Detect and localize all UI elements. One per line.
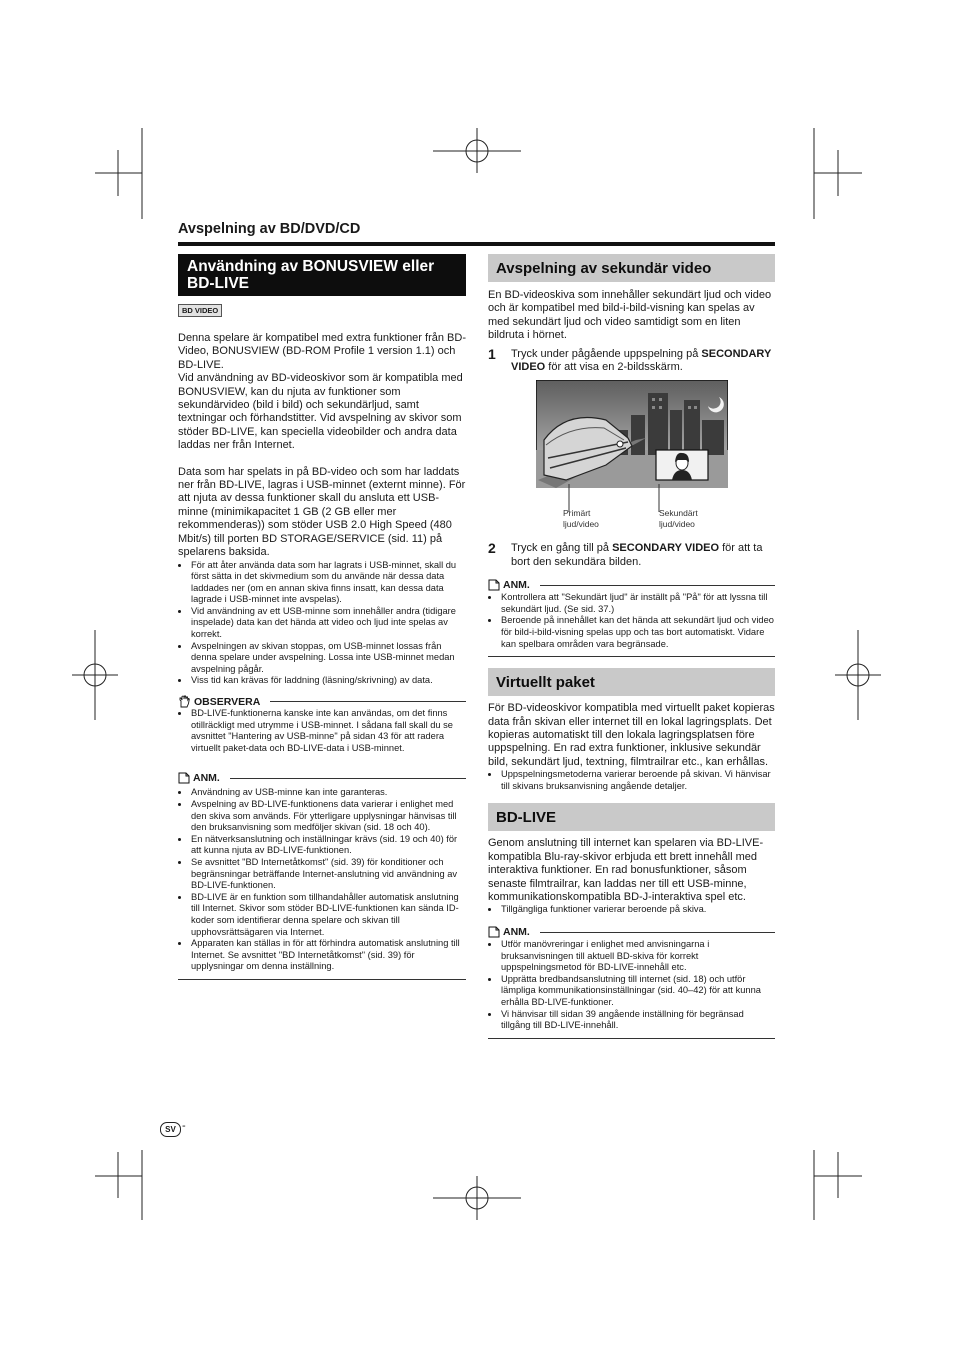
bonusview-para1: Denna spelare är kompatibel med extra funktioner från BD-Video, BONUSVIEW (BD-ROM Profile 1 version 1.1) och BD-LIVE.	[178, 332, 466, 371]
anm-list	[488, 592, 775, 650]
list-item: • Apparaten kan ställas in för att förhindra automatisk anslutning till Internet. Se avsnittet "BD Internetåtkomst" (sid. 39) för upplysningar om denna inställning.	[190, 938, 466, 973]
step-text: Tryck en gång till på SECONDARY VIDEO för att ta bort den sekundära bilden.	[511, 542, 763, 568]
anm-list	[178, 787, 466, 973]
anm-heading-row	[178, 772, 466, 784]
note-icon	[488, 926, 500, 938]
list-item: • BD-LIVE är en funktion som tillhandahåller automatisk anslutning till Internet. Skivor som stöder BD-LIVE-funktionen kan sända ID-koder som identifierar denna spelare och skivan till upphovsrättsägaren via Internet.	[190, 892, 466, 938]
observera-list	[178, 708, 466, 754]
virtual-body: För BD-videoskivor kompatibla med virtuellt paket kopieras data från skivan eller internet till en lokal lagringsplats. Det kopieras automatiskt till den lokala lagringsplatsen före uppspelning. En rad extra funktioner, inklusive sekundär bild, sekundärt ljud, textning, filmtrailrar etc., kan erhållas.	[488, 702, 775, 768]
anm-heading: ANM.	[503, 926, 530, 939]
list-item: • En nätverksanslutning och inställningar krävs (sid. 19 och 40) för att kunna njuta av BD-LIVE-funktionen.	[190, 834, 466, 857]
secondary-video-key: SECONDARY VIDEO	[612, 542, 720, 555]
bdlive-body: Genom anslutning till internet kan spelaren via BD-LIVE-kompatibla Blu-ray-skivor erbjuda ett brett innehåll med interaktiva funktioner. En rad bonusfunktioner, såsom senaste filmtrailrar, kan laddas ner till ett USB-minne, kommunikationskompatibla BD-J-interaktiva spel etc.	[488, 837, 764, 904]
list-item: • Se avsnittet "BD Internetåtkomst" (sid. 39) för konditioner och begränsningar beträffande Internet-anslutning vid användning av BD-LIVE-funktionen.	[190, 857, 466, 892]
bonusview-para3: Data som har spelats in på BD-video och som har laddats ner från BD-LIVE, lagras i USB-minnet (externt minne). För att njuta av dessa funktioner skall du ansluta ett USB-minne (minimikapacitet 1 GB (2 GB eller mer rekommenderas)) som stöder USB 2.0 High Speed (480 Mbit/s) till porten BD STORAGE/SERVICE (sid. 11) på spelarens baksida.	[178, 465, 466, 559]
bonusview-bullets	[178, 560, 466, 688]
step-2	[488, 542, 775, 569]
note-icon	[178, 772, 190, 784]
bonusview-column	[178, 254, 466, 980]
pip-illustration-block	[488, 380, 775, 538]
list-item: • Användning av USB-minne kan inte garanteras.	[190, 787, 466, 799]
observera-rule	[270, 701, 466, 702]
virtual-heading: Virtuellt paket	[488, 668, 775, 696]
anm-list	[488, 939, 775, 1032]
secondary-intro: En BD-videoskiva som innehåller sekundärt ljud och video och är kompatibel med bild-i-bild-visning kan spelas av med sekundärt ljud och video samtidigt som en liten bildruta i hörnet.	[488, 289, 772, 342]
secondary-column	[488, 254, 775, 1039]
note-icon	[488, 579, 500, 591]
step-number: 2	[488, 540, 496, 557]
section-end-rule	[178, 979, 466, 980]
step-number: 1	[488, 345, 496, 362]
section-label: Avspelning av BD/DVD/CD	[178, 221, 361, 237]
anm-heading-row	[488, 926, 775, 938]
list-item: • Kontrollera att "Sekundärt ljud" är inställt på "På" för att lyssna till sekundärt ljud. (Se sid. 37.)	[500, 592, 775, 615]
bdlive-bullets	[488, 904, 775, 916]
list-item: • Uppspelningsmetoderna varierar beroende på skivan. Vi hänvisar till skivans bruksanvisning angående detaljer.	[500, 769, 775, 792]
list-item: • Tillgängliga funktioner varierar beroende på skiva.	[500, 904, 775, 916]
list-item: • Upprätta bredbandsanslutning till internet (sid. 18) och utför lämpliga kommunikationsinställningar (sid. 40–42) för att kunna erhålla BD-LIVE-funktioner.	[500, 974, 775, 1009]
step-text: Tryck under pågående uppspelning på SECONDARY VIDEO för att visa en 2-bildsskärm.	[511, 347, 772, 374]
caption-primary: Primärt ljud/video	[563, 508, 599, 530]
list-item: • Viss tid kan krävas för laddning (läsning/skrivning) av data.	[190, 675, 466, 687]
secondary-heading: Avspelning av sekundär video	[488, 254, 775, 282]
observera-heading: OBSERVERA	[194, 695, 261, 708]
list-item: • Utför manövreringar i enlighet med anvisningarna i bruksanvisningen till aktuell BD-skiva för korrekt uppspelningsmetod för BD-LIVE-innehåll etc.	[500, 939, 775, 974]
section-end-rule	[488, 1038, 775, 1039]
secondary-video-key: SECONDARY VIDEO	[511, 347, 772, 374]
list-item: • För att åter använda data som har lagrats i USB-minnet, skall du först sätta in det skivmedium som du använde när dessa data laddades ner (om en annan skiva finns insatt, kan dessa data lagrade i USB-minnet inte avspelas).	[190, 560, 466, 606]
list-item: • Avspelning av BD-LIVE-funktionens data varierar i enlighet med den skiva som används. För ytterligare upplysningar hänvisas till den bruksanvisning som medföljer skivan (sid. 18 och 40).	[190, 799, 466, 834]
section-rule	[178, 242, 775, 246]
anm-heading: ANM.	[503, 579, 530, 592]
list-item: • BD-LIVE-funktionerna kanske inte kan användas, om det finns otillräckligt med utrymme i USB-minnet. I sådana fall skall du se avsnittet "Hantering av USB-minne" på sidan 43 för att radera virtuellt paket-data och BD-LIVE-data i USB-minnet.	[190, 708, 466, 754]
list-item: • Beroende på innehållet kan det hända att sekundärt ljud och video för bild-i-bild-visning spelas upp och tas bort automatiskt. Vidare kan spelbara områden vara begränsade.	[500, 615, 775, 650]
virtual-bullets	[488, 769, 775, 792]
step-1	[488, 345, 775, 375]
bdlive-heading: BD-LIVE	[488, 803, 775, 831]
caption-secondary: Sekundärt ljud/video	[659, 508, 698, 530]
observera-heading-row	[178, 695, 466, 708]
anm-heading-row	[488, 579, 775, 591]
section-end-rule	[488, 656, 775, 657]
bonusview-para2: Vid användning av BD-videoskivor som är kompatibla med BONUSVIEW, kan du njuta av funktioner som sekundärvideo (bild i bild) och sekundärljud, samt textningar och förhandstitter. Vid avspelning av skivor som stöder BD-LIVE, kan speciella videobilder och andra data laddas ner från Internet.	[178, 372, 463, 452]
anm-rule	[540, 585, 775, 586]
caution-hand-icon	[178, 695, 191, 708]
page-number-dash: -	[182, 1120, 186, 1132]
anm-rule	[230, 778, 466, 779]
bd-video-badge: BD VIDEO	[178, 304, 222, 317]
list-item: • Avspelningen av skivan stoppas, om USB-minnet lossas från denna spelare under avspelning. Lossa inte USB-minnet medan avspelning pågår.	[190, 641, 466, 676]
anm-rule	[540, 932, 775, 933]
list-item: • Vi hänvisar till sidan 39 angående inställning för begränsad tillgång till BD-LIVE-innehåll.	[500, 1009, 775, 1032]
pip-screen-illustration	[536, 380, 728, 488]
list-item: • Vid användning av ett USB-minne som innehåller andra (tidigare inspelade) data kan det hända att video och ljud inte spelas av korrekt.	[190, 606, 466, 641]
bonusview-heading: Användning av BONUSVIEW eller BD-LIVE	[178, 254, 466, 296]
anm-heading: ANM.	[193, 772, 220, 785]
language-badge: SV	[160, 1122, 181, 1137]
